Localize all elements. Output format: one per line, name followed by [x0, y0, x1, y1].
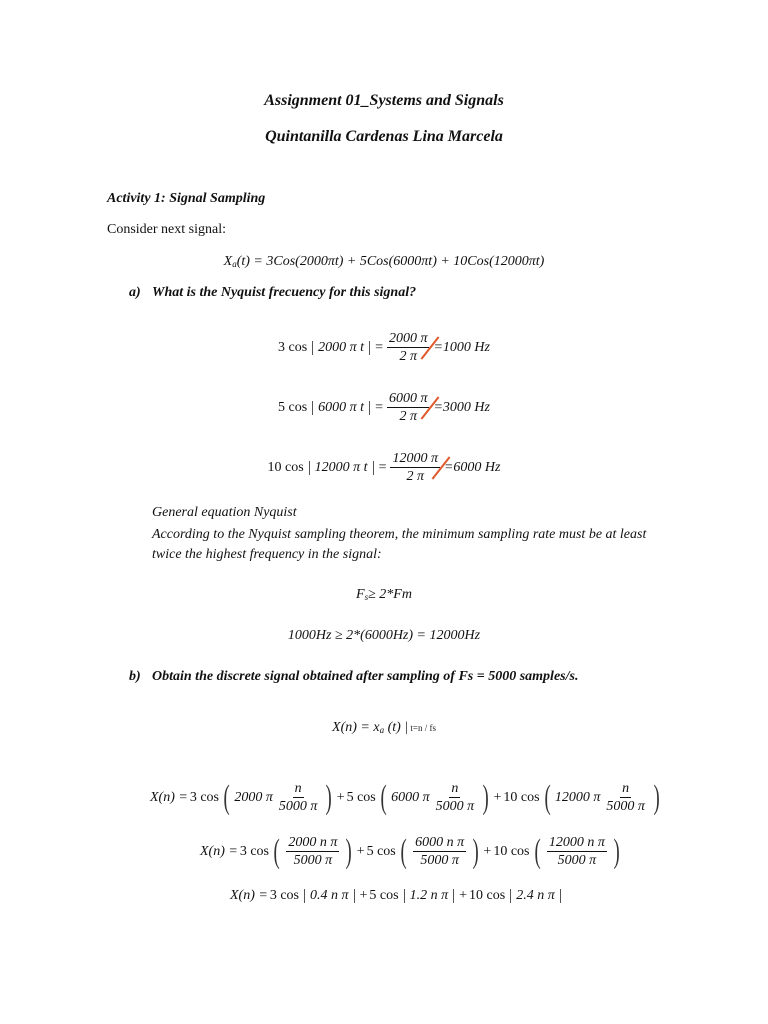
- equals-sign: =: [378, 459, 387, 475]
- plus-sign: +: [336, 789, 345, 805]
- cos-argument: 6000 π t: [318, 399, 365, 415]
- question-b-text: Obtain the discrete signal obtained after sampling of Fs = 5000 samples/s.: [152, 669, 579, 684]
- fraction: [387, 330, 430, 365]
- fraction: [547, 834, 607, 869]
- cos-term: 3 cos: [269, 888, 299, 903]
- cos-argument: 12000 π t: [314, 459, 368, 475]
- question-b-marker: b): [129, 669, 141, 684]
- fs-post: ≥ 2*Fm: [368, 587, 412, 602]
- equals-sign: =: [375, 399, 383, 415]
- signal-equation: [0, 254, 768, 270]
- xn-tiny: t=n / fs: [408, 723, 436, 733]
- general-text: According to the Nyquist sampling theorem, the minimum sampling rate must be at least twice the highest frequency in the signal:: [152, 527, 647, 562]
- cos-term: 3 cos: [239, 843, 269, 859]
- fs-pre: F: [356, 587, 365, 602]
- activity-intro: Consider next signal:: [107, 222, 226, 237]
- plus-sign: +: [459, 888, 468, 903]
- equals-sign: =: [375, 339, 383, 355]
- signal-lhs: X: [223, 254, 233, 269]
- fs-sub: s: [364, 592, 369, 602]
- fraction-denominator: 2 π: [399, 349, 417, 364]
- fraction: [604, 780, 647, 815]
- fraction-denominator: 5000 π: [293, 853, 333, 868]
- xn-definition: [0, 720, 768, 736]
- paren: (: [223, 778, 230, 816]
- bracket-mark: [373, 461, 374, 475]
- plus-sign: +: [359, 888, 368, 903]
- paren: ): [653, 778, 660, 816]
- paren: ): [482, 778, 489, 816]
- fraction-denominator: 5000 π: [606, 799, 645, 814]
- fraction: [286, 834, 339, 869]
- frequency-equation: [0, 390, 768, 425]
- general-heading: General equation Nyquist: [152, 505, 297, 520]
- plus-sign: +: [483, 843, 492, 859]
- paren: (: [400, 832, 407, 870]
- bracket-mark: [404, 889, 405, 903]
- fraction-denominator: 5000 π: [278, 799, 318, 814]
- fraction-numerator: n: [622, 781, 630, 796]
- cos-argument: 0.4 n π: [310, 888, 349, 903]
- step2-lhs: X(n) =: [200, 843, 238, 859]
- fraction: [277, 780, 320, 815]
- paren: ): [345, 832, 353, 870]
- bracket-mark: [510, 889, 511, 903]
- cos-term: 5 cos: [346, 789, 376, 805]
- frequency-equation: [0, 450, 768, 485]
- cos-term: 10 cos: [493, 843, 530, 859]
- bracket-mark: [453, 889, 454, 903]
- paren: ): [472, 832, 479, 870]
- xn-post: (t) |: [384, 720, 409, 735]
- xn-pre: X(n) = x: [332, 720, 380, 735]
- question-a-marker: a): [129, 285, 141, 300]
- cos-term: 3 cos: [277, 339, 308, 355]
- cos-term: 5 cos: [369, 888, 399, 903]
- bracket-mark: [369, 341, 370, 355]
- fraction-numerator: 12000 π: [392, 451, 438, 466]
- activity-heading: Activity 1: Signal Sampling: [107, 191, 266, 206]
- xn-sub: a: [379, 725, 385, 735]
- fraction-numerator: 2000 n π: [288, 835, 338, 850]
- bracket-mark: [312, 401, 313, 415]
- paren: ): [325, 778, 333, 816]
- frequency-result: =1000 Hz: [433, 339, 490, 355]
- fraction: [390, 450, 440, 485]
- cos-factor: 6000 π: [391, 789, 430, 805]
- frequency-result: =6000 Hz: [443, 459, 501, 475]
- bracket-mark: [309, 461, 310, 475]
- paren: (: [380, 778, 387, 816]
- fraction-numerator: 6000 n π: [415, 835, 465, 850]
- cos-factor: 2000 π: [234, 789, 273, 805]
- cos-term: 10 cos: [469, 888, 506, 903]
- step3-lhs: X(n) =: [230, 888, 268, 903]
- cos-term: 3 cos: [189, 789, 219, 805]
- bracket-mark: [304, 889, 305, 903]
- step3-equation: [230, 888, 564, 904]
- cos-argument: 1.2 n π: [409, 888, 449, 903]
- fraction-numerator: n: [451, 781, 459, 796]
- author-name: Quintanilla Cardenas Lina Marcela: [265, 128, 503, 145]
- document-title: Assignment 01_Systems and Signals: [264, 92, 504, 109]
- plus-sign: +: [493, 789, 502, 805]
- cos-argument: 2000 π t: [318, 339, 365, 355]
- paren: (: [273, 832, 280, 870]
- step1-equation: [150, 780, 662, 815]
- paren: (: [544, 778, 551, 816]
- fraction-numerator: 2000 π: [388, 331, 428, 346]
- fraction-denominator: 5000 π: [435, 799, 475, 814]
- signal-sub: a: [232, 259, 237, 269]
- step2-equation: [200, 834, 622, 869]
- fs-result: 1000Hz ≥ 2*(6000Hz) = 12000Hz: [287, 628, 481, 643]
- bracket-mark: [369, 401, 370, 415]
- fs-formula: [0, 587, 768, 603]
- step1-lhs: X(n) =: [150, 789, 188, 805]
- bracket-mark: [560, 889, 561, 903]
- fraction-denominator: 5000 π: [557, 853, 597, 868]
- cos-term: 5 cos: [277, 399, 308, 415]
- fraction: [387, 390, 430, 425]
- fraction-numerator: 12000 n π: [548, 835, 605, 850]
- signal-rhs: (t) = 3Cos(2000πt) + 5Cos(6000πt) + 10Cos(12000πt): [236, 254, 545, 269]
- cos-argument: 2.4 n π: [516, 888, 555, 903]
- bracket-mark: [354, 889, 355, 903]
- cos-term: 10 cos: [503, 789, 540, 805]
- fraction: [413, 834, 466, 869]
- cos-term: 5 cos: [366, 843, 396, 859]
- fraction: [434, 780, 477, 815]
- paren: (: [534, 832, 541, 870]
- frequency-result: =3000 Hz: [433, 399, 490, 415]
- cos-term: 10 cos: [267, 459, 304, 475]
- fraction-denominator: 5000 π: [420, 853, 459, 868]
- paren: ): [613, 832, 620, 870]
- bracket-mark: [312, 341, 313, 355]
- plus-sign: +: [356, 843, 365, 859]
- fraction-denominator: 2 π: [399, 409, 417, 424]
- frequency-equation: [0, 330, 768, 365]
- fraction-numerator: 6000 π: [388, 391, 428, 406]
- question-a-text: What is the Nyquist frecuency for this signal?: [152, 285, 417, 300]
- fraction-denominator: 2 π: [406, 469, 424, 484]
- fraction-numerator: n: [294, 781, 302, 796]
- cos-factor: 12000 π: [554, 789, 601, 805]
